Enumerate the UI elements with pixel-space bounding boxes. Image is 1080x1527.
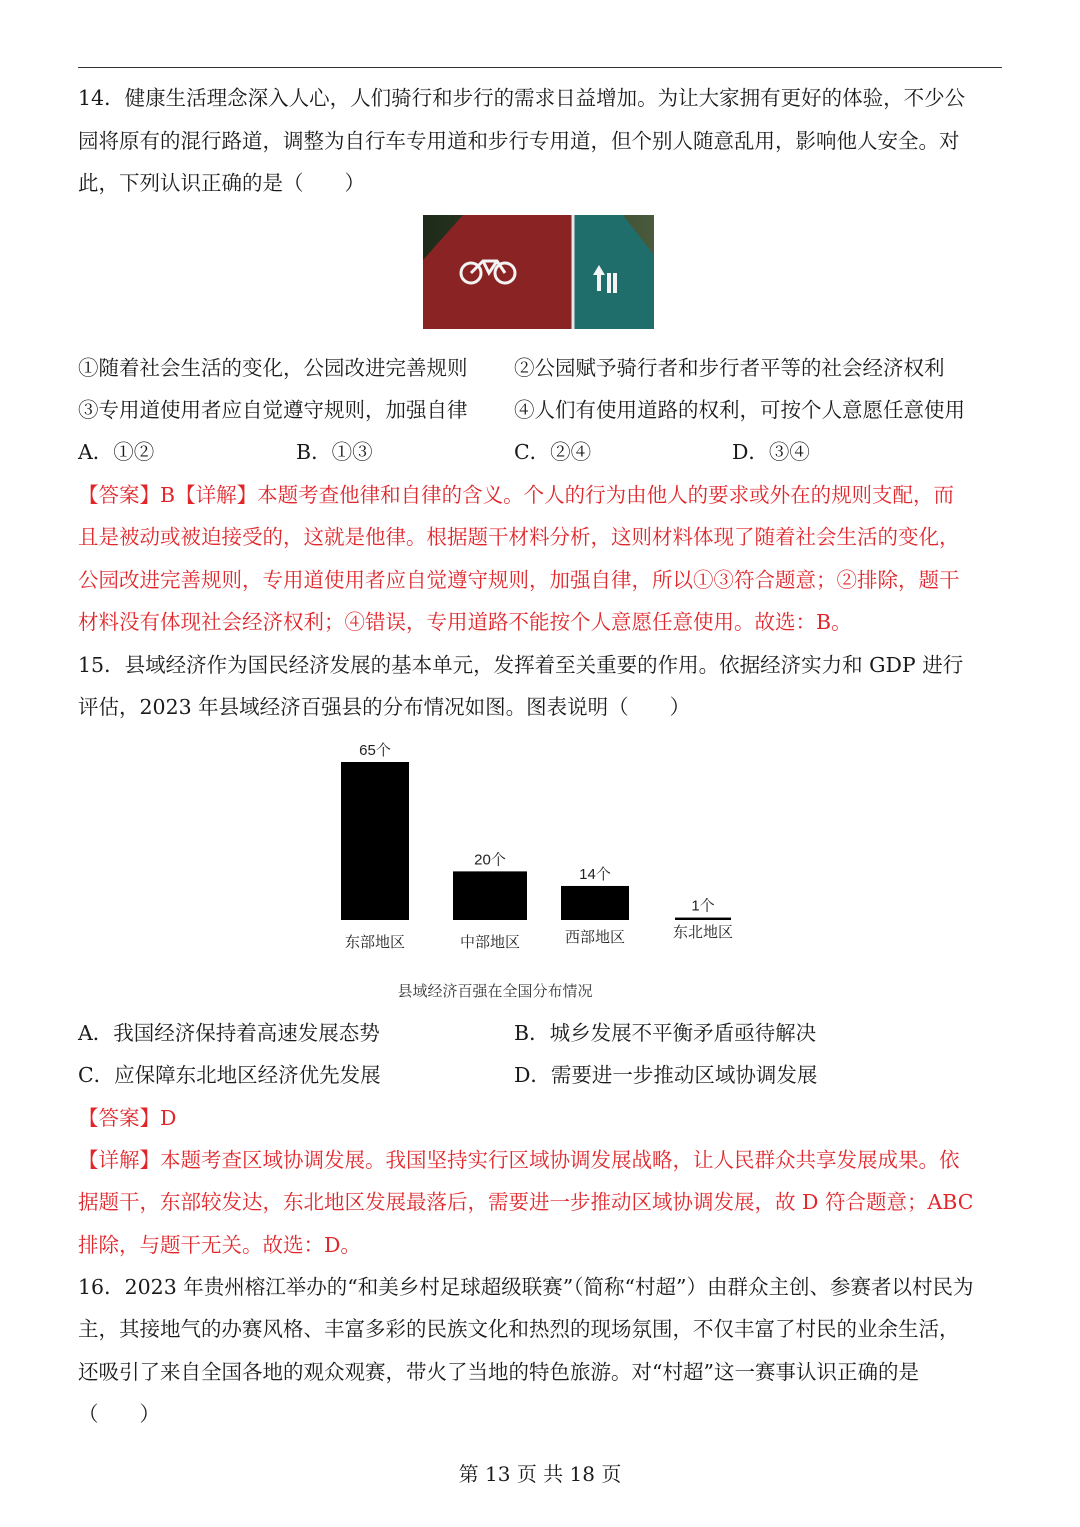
q15-detail-line-3: 排除，与题干无关。故选：D。 (78, 1233, 361, 1257)
header-rule (78, 67, 1002, 68)
chart-svg (330, 730, 750, 1010)
category-label: 东部地区 (344, 934, 406, 951)
category-label: 东北地区 (672, 924, 734, 941)
q15-option-c: C．应保障东北地区经济优先发展 (78, 1063, 381, 1087)
q14-statement-1: ①随着社会生活的变化，公园改进完善规则 (78, 356, 468, 380)
q15-option-a: A．我国经济保持着高速发展态势 (78, 1021, 380, 1045)
chart-title: 县域经济百强在全国分布情况 (397, 983, 593, 1000)
q14-answer-line-2: 且是被动或被迫接受的，这就是他律。根据题干材料分析，这则材料体现了随着社会生活的变化， (78, 525, 960, 549)
q14-stem-line-2: 园将原有的混行路道，调整为自行车专用道和步行专用道，但个别人随意乱用，影响他人安全。对 (78, 129, 960, 153)
q14-option-a: A．①② (78, 440, 155, 464)
q14-answer-line-1: 【答案】B【详解】本题考查他律和自律的含义。个人的行为由他人的要求或外在的规则支配，而 (78, 483, 955, 507)
q15-detail-line-1: 【详解】本题考查区域协调发展。我国坚持实行区域协调发展战略，让人民群众共享发展成果。依 (78, 1148, 960, 1172)
q15-option-d: D．需要进一步推动区域协调发展 (514, 1063, 818, 1087)
q14-statement-2: ②公园赋予骑行者和步行者平等的社会经济权利 (514, 356, 945, 380)
bar-4 (675, 918, 731, 920)
q16-stem-line-2: 主，其接地气的办赛风格、丰富多彩的民族文化和热烈的现场氛围，不仅丰富了村民的业余生活， (78, 1317, 960, 1341)
category-label: 西部地区 (564, 929, 626, 946)
q14-option-d: D．③④ (732, 440, 810, 464)
q14-answer-line-3: 公园改进完善规则，专用道使用者应自觉遵守规则，加强自律，所以①③符合题意；②排除，题干 (78, 568, 960, 592)
bike-lane-photo (423, 215, 654, 329)
county-distribution-chart (330, 730, 750, 1010)
bar-3 (561, 886, 629, 920)
bar-2 (453, 871, 527, 920)
q16-stem-line-3: 还吸引了来自全国各地的观众观赛，带火了当地的特色旅游。对“村超”这一赛事认识正确的是 (78, 1360, 919, 1384)
q14-option-c: C．②④ (514, 440, 592, 464)
bar-value-label: 65个 (359, 742, 391, 759)
q15-option-b: B．城乡发展不平衡矛盾亟待解决 (514, 1021, 817, 1045)
q14-statement-3: ③专用道使用者应自觉遵守规则，加强自律 (78, 398, 468, 422)
q16-stem-line-4: （ ） (78, 1402, 160, 1426)
q14-stem-line-3: 此，下列认识正确的是（ ） (78, 171, 365, 195)
bar-value-label: 20个 (474, 851, 506, 869)
page-footer: 第 13 页 共 18 页 (458, 1462, 622, 1486)
bar-1 (341, 762, 409, 920)
q15-stem-line-1: 15．县域经济作为国民经济发展的基本单元，发挥着至关重要的作用。依据经济实力和 GDP 进行 (78, 653, 964, 677)
category-label: 中部地区 (459, 934, 521, 951)
q14-option-b: B．①③ (296, 440, 373, 464)
bar-value-label: 14个 (579, 865, 611, 883)
q14-statement-4: ④人们有使用道路的权利，可按个人意愿任意使用 (514, 398, 965, 422)
q16-stem-line-1: 16．2023 年贵州榕江举办的“和美乡村足球超级联赛”（简称“村超”）由群众主创、参赛者以村民为 (78, 1275, 974, 1299)
q15-answer: 【答案】D (78, 1106, 177, 1130)
q14-stem-line-1: 14．健康生活理念深入人心，人们骑行和步行的需求日益增加。为让大家拥有更好的体验，不少公 (78, 86, 966, 110)
q15-stem-line-2: 评估，2023 年县域经济百强县的分布情况如图。图表说明（ ） (78, 695, 691, 719)
bar-value-label: 1个 (691, 897, 715, 915)
q15-detail-line-2: 据题干，东部较发达，东北地区发展最落后，需要进一步推动区域协调发展，故 D 符合题意；ABC (78, 1190, 974, 1214)
q14-answer-line-4: 材料没有体现社会经济权利；④错误，专用道路不能按个人意愿任意使用。故选：B。 (78, 610, 852, 634)
